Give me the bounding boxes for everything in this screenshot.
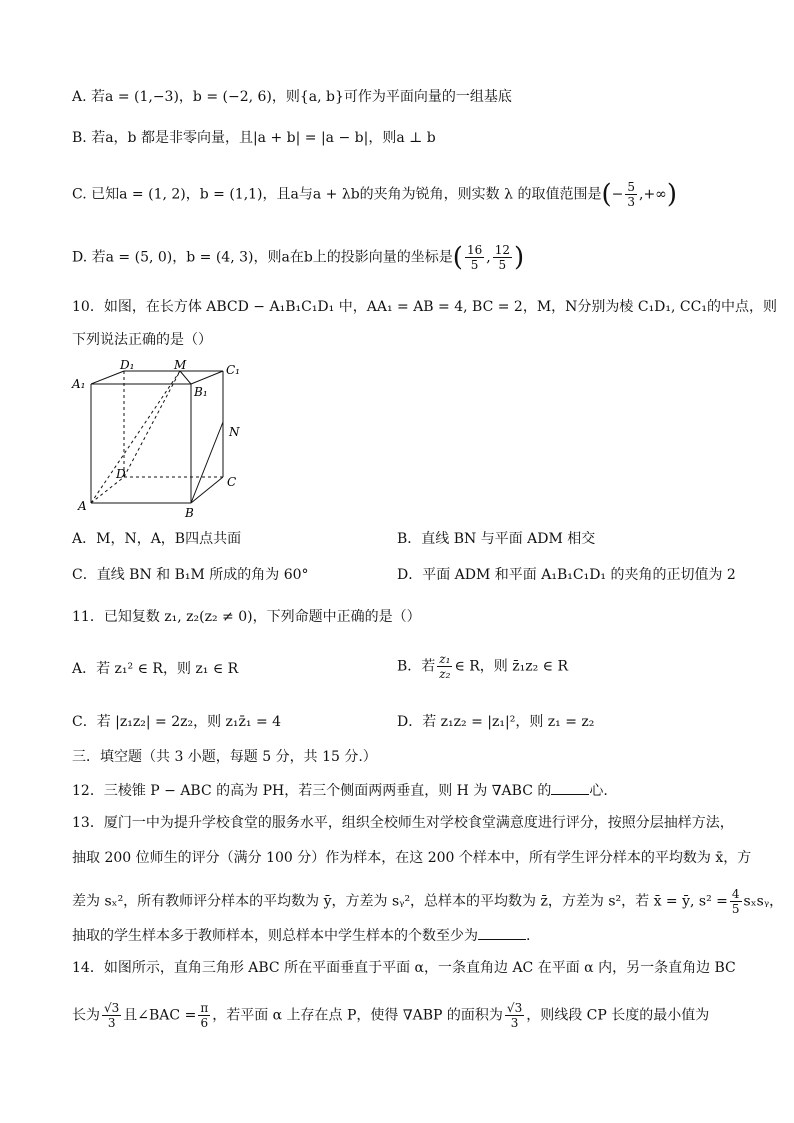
vector-a: a = (1,−3) <box>105 89 179 105</box>
q14-line1: 14．如图所示，直角三角形 ABC 所在平面垂直于平面 α，一条直角边 AC 在平面 α 内，另一条直角边 BC <box>72 960 736 976</box>
label-a1: A₁ <box>72 377 86 391</box>
fraction: $\frac{\pi}{6}$ <box>200 1001 209 1030</box>
q9-option-c: C. 已知a = (1, 2)，b = (1,1)，且a与a + λb的夹角为锐角，则实数 λ 的取值范围是(− $\frac{5}{3}$ ,+∞) <box>72 179 677 210</box>
label-c1: C₁ <box>226 363 240 377</box>
question-text: ，则线段 CP 长度的最小值为 <box>526 1007 710 1024</box>
fraction: $\frac{5}{3}$ <box>627 180 635 209</box>
q11-stem: 11．已知复数 z₁, z₂(z₂ ≠ 0)，下列命题中正确的是（） <box>72 609 421 625</box>
question-text: 12．三棱锥 P − ABC 的高为 PH，若三个侧面两两垂直，则 H 为 ∇ABC 的 <box>72 783 552 799</box>
fraction: $\frac{\text{z₁}}{\text{z₂}}$ <box>439 652 451 681</box>
option-text: ∈ R，则 z̄₁z₂ ∈ R <box>454 658 569 675</box>
q9-option-d: D. 若a = (5, 0)，b = (4, 3)，则a在b上的投影向量的坐标是( $\frac{16}{5}$ , $\frac{12}{5}$ ) <box>72 242 525 273</box>
label-d1: D₁ <box>120 360 135 372</box>
answer-blank[interactable] <box>551 780 589 795</box>
q10-stem-line1: 10．如图，在长方体 ABCD − A₁B₁C₁D₁ 中，AA₁ = AB = 4, BC = 2，M，N分别为棱 C₁D₁, CC₁的中点，则 <box>72 299 777 315</box>
fraction: $\frac{√3}{3}$ <box>506 1001 523 1030</box>
option-text: 已知a = (1, 2)，b = (1,1)，且a与a + λb的夹角为锐角，则实数 λ 的取值范围是 <box>91 186 602 203</box>
option-label: C. <box>72 186 87 203</box>
answer-blank[interactable] <box>478 925 526 940</box>
option-text: 若a = (5, 0)，b = (4, 3)，则a在b上的投影向量的坐标是 <box>91 249 453 266</box>
q11-option-b <box>397 652 568 681</box>
vector-b: b = (−2, 6) <box>192 89 272 105</box>
label-d: D <box>116 467 126 481</box>
fraction: $\frac{√3}{3}$ <box>104 1001 120 1030</box>
option-label: B. <box>72 130 87 146</box>
question-text: 心. <box>589 783 608 799</box>
option-text: B．若 <box>397 658 436 675</box>
question-text: ，若平面 α 上存在点 P，使得 ∇ABP 的面积为 <box>212 1007 503 1024</box>
cuboid-figure <box>68 360 258 520</box>
q12 <box>72 780 608 801</box>
q11-option-d: D．若 z₁z₂ = |z₁|²，则 z₁ = z₂ <box>397 714 595 730</box>
option-text: 若 <box>91 89 106 105</box>
q10-option-c: C．直线 BN 和 B₁M 所成的角为 60° <box>72 567 309 583</box>
q10-option-b: B．直线 BN 与平面 ADM 相交 <box>397 531 596 547</box>
label-a: A <box>78 499 87 513</box>
label-b: B <box>185 506 194 520</box>
q11-option-a: A．若 z₁² ∈ R，则 z₁ ∈ R <box>72 661 239 677</box>
question-text: sₓsᵧ， <box>743 893 784 910</box>
option-text: 若a，b 都是非零向量，且|a + b| = |a − b|，则a ⊥ b <box>91 130 436 146</box>
q13-line4: 抽取的学生样本多于教师样本，则总样本中学生样本的个数至少为 . <box>72 925 530 946</box>
q10-option-d: D．平面 ADM 和平面 A₁B₁C₁D₁ 的夹角的正切值为 2 <box>397 567 736 583</box>
fraction: $\frac{16}{5}$ <box>466 243 483 272</box>
label-c: C <box>227 475 237 489</box>
question-text: 且∠BAC = <box>123 1007 197 1024</box>
question-text: 抽取的学生样本多于教师样本，则总样本中学生样本的个数至少为 <box>72 928 478 944</box>
q13-line3 <box>72 887 783 916</box>
option-label: A. <box>72 89 87 105</box>
q10-stem-line2: 下列说法正确的是（） <box>72 332 212 348</box>
label-n: N <box>229 425 240 439</box>
section-heading: 三．填空题（共 3 小题，每题 5 分，共 15 分.） <box>72 749 377 765</box>
label-m: M <box>174 360 187 372</box>
q10-option-a: A．M，N，A，B四点共面 <box>72 531 242 547</box>
question-text: 差为 sₓ²，所有教师评分样本的平均数为 ȳ，方差为 sᵧ²，总样本的平均数为 z̄，方差为 s²，若 x̄ = ȳ, s² = <box>72 893 728 910</box>
q9-option-b <box>72 128 436 148</box>
option-text: ，则{a, b}可作为平面向量的一组基底 <box>271 89 512 105</box>
q14-line2 <box>72 1001 709 1030</box>
q11-option-c: C．若 |z₁z₂| = 2z₂，则 z₁z̄₁ = 4 <box>72 714 282 730</box>
label-b1: B₁ <box>194 385 208 399</box>
q13-line2: 抽取 200 位师生的评分（满分 100 分）作为样本，在这 200 个样本中，所有学生评分样本的平均数为 x̄，方 <box>72 850 752 866</box>
fraction: $\frac{4}{5}$ <box>731 887 740 916</box>
option-text: ,+∞ <box>639 186 667 203</box>
q9-option-a: A. 若a = (1,−3)，b = (−2, 6)，则{a, b}可作为平面向量的一组基底 <box>72 89 512 105</box>
fraction: $\frac{12}{5}$ <box>494 243 510 272</box>
q13-line1: 13．厦门一中为提升学校食堂的服务水平，组织全校师生对学校食堂满意度进行评分，按照分层抽样方法， <box>72 815 734 831</box>
option-label: D. <box>72 249 88 266</box>
question-text: 长为 <box>72 1007 100 1024</box>
